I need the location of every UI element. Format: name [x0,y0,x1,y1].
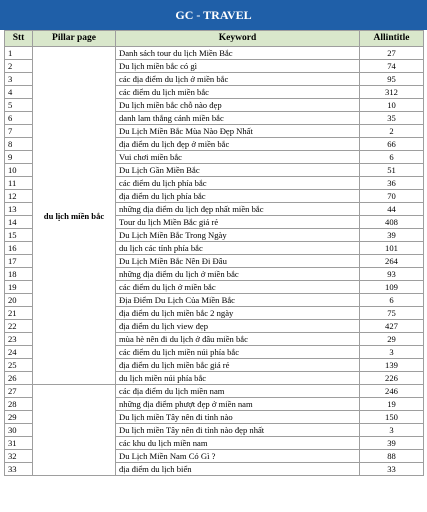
stt-cell[interactable]: 25 [5,359,33,372]
stt-cell[interactable]: 5 [5,99,33,112]
stt-cell[interactable]: 24 [5,346,33,359]
allintitle-cell[interactable]: 408 [360,216,424,229]
keyword-cell[interactable]: địa điểm du lịch phía bắc [116,190,360,203]
allintitle-cell[interactable]: 139 [360,359,424,372]
stt-cell[interactable]: 20 [5,294,33,307]
allintitle-cell[interactable]: 74 [360,60,424,73]
allintitle-cell[interactable]: 70 [360,190,424,203]
allintitle-cell[interactable]: 29 [360,333,424,346]
keyword-cell[interactable]: các điểm du lịch phía bắc [116,177,360,190]
keyword-cell[interactable]: Tour du lịch Miền Bắc giá rẻ [116,216,360,229]
allintitle-cell[interactable]: 6 [360,294,424,307]
keyword-cell[interactable]: Du lịch miền bắc có gì [116,60,360,73]
stt-cell[interactable]: 9 [5,151,33,164]
keyword-cell[interactable]: địa điểm du lịch miền bắc 2 ngày [116,307,360,320]
allintitle-cell[interactable]: 33 [360,463,424,476]
keyword-cell[interactable]: du lịch miền núi phía bắc [116,372,360,385]
allintitle-cell[interactable]: 44 [360,203,424,216]
keyword-cell[interactable]: du lịch các tỉnh phía bắc [116,242,360,255]
keyword-cell[interactable]: Du Lịch Gần Miền Bắc [116,164,360,177]
keyword-cell[interactable]: những địa điểm phượt đẹp ở miền nam [116,398,360,411]
keyword-cell[interactable]: địa điểm du lịch view đẹp [116,320,360,333]
table-body [5,47,424,476]
allintitle-cell[interactable]: 51 [360,164,424,177]
stt-cell[interactable]: 12 [5,190,33,203]
stt-cell[interactable]: 16 [5,242,33,255]
stt-cell[interactable]: 4 [5,86,33,99]
allintitle-cell[interactable]: 3 [360,346,424,359]
allintitle-cell[interactable]: 39 [360,437,424,450]
allintitle-cell[interactable]: 10 [360,99,424,112]
allintitle-cell[interactable]: 19 [360,398,424,411]
keyword-cell[interactable]: địa điểm du lịch đẹp ở miền bắc [116,138,360,151]
keyword-cell[interactable]: Du Lịch Miền Bắc Mùa Nào Đẹp Nhất [116,125,360,138]
allintitle-cell[interactable]: 95 [360,73,424,86]
keyword-cell[interactable]: Địa Điểm Du Lịch Của Miền Bắc [116,294,360,307]
pillar-cell[interactable] [33,385,116,476]
keyword-cell[interactable]: các điểm du lịch miền bắc [116,86,360,99]
keyword-cell[interactable]: Du Lịch Miền Nam Có Gì ? [116,450,360,463]
stt-cell[interactable]: 17 [5,255,33,268]
allintitle-cell[interactable]: 264 [360,255,424,268]
stt-cell[interactable]: 26 [5,372,33,385]
keyword-cell[interactable]: các địa điểm du lịch ở miền bắc [116,73,360,86]
stt-cell[interactable]: 6 [5,112,33,125]
keyword-cell[interactable]: mùa hè nên đi du lịch ở đâu miền bắc [116,333,360,346]
allintitle-cell[interactable]: 3 [360,424,424,437]
allintitle-cell[interactable]: 2 [360,125,424,138]
allintitle-cell[interactable]: 109 [360,281,424,294]
allintitle-cell[interactable]: 427 [360,320,424,333]
stt-cell[interactable]: 8 [5,138,33,151]
keyword-cell[interactable]: danh lam thắng cảnh miền bắc [116,112,360,125]
keyword-cell[interactable]: những địa điểm du lịch đẹp nhất miền bắc [116,203,360,216]
stt-cell[interactable]: 1 [5,47,33,60]
stt-cell[interactable]: 22 [5,320,33,333]
allintitle-cell[interactable]: 39 [360,229,424,242]
stt-cell[interactable]: 10 [5,164,33,177]
stt-cell[interactable]: 23 [5,333,33,346]
keyword-cell[interactable]: các điểm du lịch ở miền bắc [116,281,360,294]
allintitle-cell[interactable]: 312 [360,86,424,99]
stt-cell[interactable]: 18 [5,268,33,281]
keyword-cell[interactable]: những địa điểm du lịch ở miền bắc [116,268,360,281]
allintitle-cell[interactable]: 36 [360,177,424,190]
stt-cell[interactable]: 27 [5,385,33,398]
stt-cell[interactable]: 32 [5,450,33,463]
keyword-table [4,30,424,476]
stt-cell[interactable]: 14 [5,216,33,229]
keyword-cell[interactable]: các địa điểm du lịch miền nam [116,385,360,398]
keyword-cell[interactable]: Du Lịch Miền Bắc Trong Ngày [116,229,360,242]
allintitle-cell[interactable]: 6 [360,151,424,164]
table-row [5,47,424,60]
allintitle-cell[interactable]: 226 [360,372,424,385]
stt-cell[interactable]: 13 [5,203,33,216]
keyword-cell[interactable]: Du Lịch Miền Bắc Nên Đi Đâu [116,255,360,268]
stt-cell[interactable]: 30 [5,424,33,437]
header-row [5,31,424,47]
keyword-cell[interactable]: Du lịch miền Tây nên đi tỉnh nào đẹp nhất [116,424,360,437]
header-pillar[interactable]: Pillar page [33,31,116,47]
keyword-cell[interactable]: Du lịch miền bắc chỗ nào đẹp [116,99,360,112]
stt-cell[interactable]: 3 [5,73,33,86]
keyword-cell[interactable]: địa điểm du lịch biển [116,463,360,476]
keyword-cell[interactable]: Danh sách tour du lịch Miền Bắc [116,47,360,60]
allintitle-cell[interactable]: 75 [360,307,424,320]
keyword-cell[interactable]: các điểm du lịch miền núi phía bắc [116,346,360,359]
allintitle-cell[interactable]: 66 [360,138,424,151]
allintitle-cell[interactable]: 27 [360,47,424,60]
allintitle-cell[interactable]: 101 [360,242,424,255]
stt-cell[interactable]: 2 [5,60,33,73]
stt-cell[interactable]: 11 [5,177,33,190]
stt-cell[interactable]: 7 [5,125,33,138]
allintitle-cell[interactable]: 88 [360,450,424,463]
keyword-cell[interactable]: Du lịch miền Tây nên đi tỉnh nào [116,411,360,424]
stt-cell[interactable]: 33 [5,463,33,476]
stt-cell[interactable]: 31 [5,437,33,450]
keyword-cell[interactable]: Vui chơi miền bắc [116,151,360,164]
pillar-cell[interactable]: du lịch miền bắc [33,47,116,385]
allintitle-cell[interactable]: 150 [360,411,424,424]
keyword-cell[interactable]: các khu du lịch miền nam [116,437,360,450]
stt-cell[interactable]: 19 [5,281,33,294]
header-stt[interactable]: Stt [5,31,33,47]
keyword-cell[interactable]: địa điểm du lịch miền bắc giá rẻ [116,359,360,372]
allintitle-cell[interactable]: 246 [360,385,424,398]
stt-cell[interactable]: 28 [5,398,33,411]
allintitle-cell[interactable]: 35 [360,112,424,125]
allintitle-cell[interactable]: 93 [360,268,424,281]
header-allintitle[interactable]: Allintitle [360,31,424,47]
sheet-title: GC - TRAVEL [0,0,427,30]
stt-cell[interactable]: 21 [5,307,33,320]
table-row [5,385,424,398]
header-keyword[interactable]: Keyword [116,31,360,47]
stt-cell[interactable]: 29 [5,411,33,424]
stt-cell[interactable]: 15 [5,229,33,242]
